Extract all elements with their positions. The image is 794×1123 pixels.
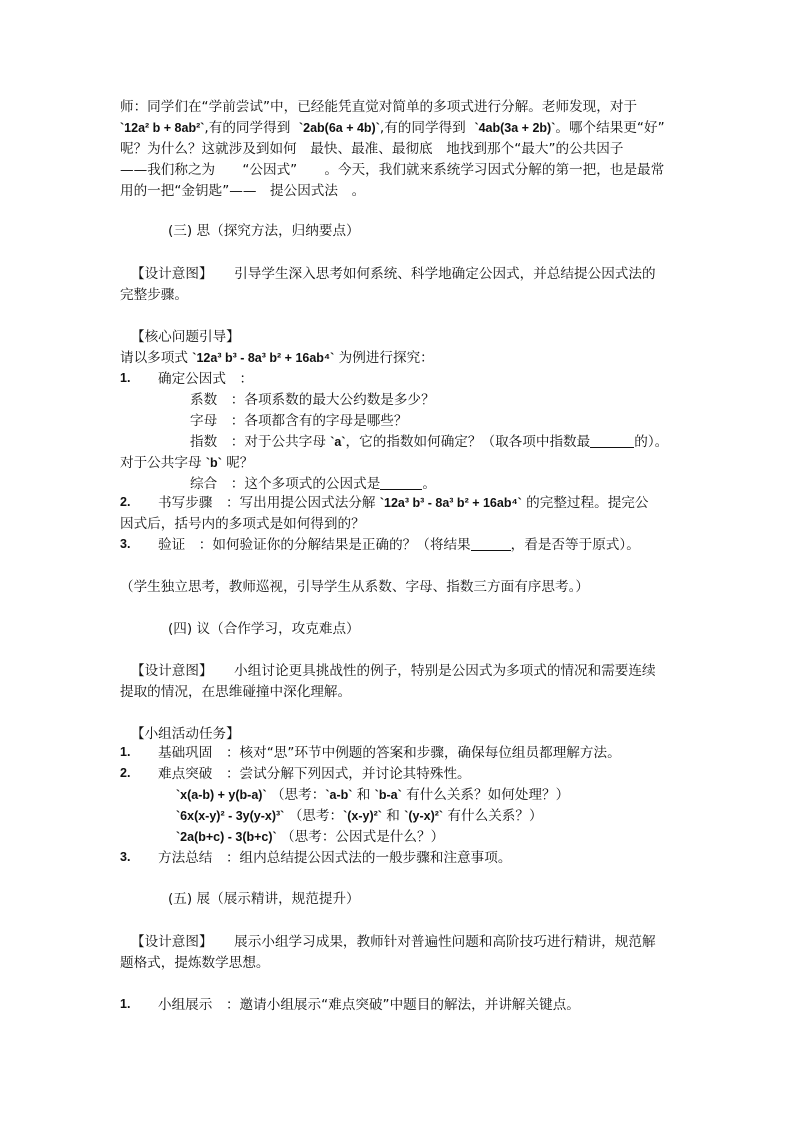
intro-line-3: 呢？为什么？这就涉及到如何 最快、最准、最彻底 地找到那个“最大”的公共因子	[120, 141, 624, 157]
section-4-heading: (四) 议（合作学习，攻克难点）	[168, 621, 360, 637]
section-3-note: （学生独立思考，教师巡视，引导学生从系数、字母、指数三方面有序思考。）	[120, 579, 589, 595]
item-1-number: 1.	[120, 371, 131, 385]
item-1-text: 确定公因式 ：	[158, 371, 254, 387]
sub-letter: 字母 ：各项都含有的字母是哪些？	[190, 413, 408, 429]
task-3-number: 3.	[120, 850, 131, 864]
show-1-text: 小组展示 ：邀请小组展示“难点突破”中题目的解法，并讲解关键点。	[158, 997, 580, 1013]
show-1-number: 1.	[120, 997, 131, 1011]
expr-2: `2ab(6a + 4b)`	[298, 121, 380, 135]
section-4-intent: 【设计意图】 小组讨论更具挑战性的例子，特别是公因式为多项式的情况和需要连续	[131, 663, 656, 679]
exercise-1: `x(a-b) + y(b-a)` （思考：`a-b` 和 `b-a` 有什么关系？如何处理？）	[176, 787, 570, 803]
intro-line-4: ——我们称之为 “公因式” 。今天，我们就来系统学习因式分解的第一把，也是最常	[120, 162, 665, 178]
sub-coefficient: 系数 ：各项系数的最大公约数是多少？	[190, 392, 435, 408]
task-1-number: 1.	[120, 745, 131, 759]
item-3-number: 3.	[120, 537, 131, 551]
item-3-text: 验证 ：如何验证你的分解结果是正确的？（将结果 ，看是否等于原式）。	[158, 537, 640, 553]
blank-verify[interactable]	[471, 536, 511, 551]
sub-exponent: 指数 ：对于公共字母 `a`，它的指数如何确定？（取各项中指数最 的）。	[190, 434, 669, 450]
section-5-intent-line-2: 题格式，提炼数学思想。	[120, 955, 270, 971]
explore-expr: `12a³ b³ - 8a³ b² + 16ab⁴`	[192, 351, 335, 365]
section-5-heading: (五) 展（展示精讲，规范提升）	[168, 891, 360, 907]
intro-line-2: `12a² b + 8ab²`,有的同学得到 `2ab(6a + 4b)`,有的同学得到 `4ab(3a + 2b)`。哪个结果更“好”	[120, 120, 665, 136]
group-task-title: 【小组活动任务】	[131, 726, 240, 742]
section-3-intent: 【设计意图】 引导学生深入思考如何系统、科学地确定公因式，并总结提公因式法的	[131, 266, 656, 282]
expr-1: `12a² b + 8ab²`	[120, 121, 205, 135]
item-2-line-2: 因式后，括号内的多项式是如何得到的？	[120, 516, 365, 532]
task-2-text: 难点突破 ：尝试分解下列因式，并讨论其特殊性。	[158, 766, 471, 782]
task-2-number: 2.	[120, 766, 131, 780]
blank-exponent[interactable]	[590, 433, 634, 448]
exercise-2: `6x(x-y)² - 3y(y-x)³` （思考：`(x-y)²` 和 `(y-x)²` 有什么关系？）	[176, 808, 543, 824]
sub-exponent-b: 对于公共字母 `b` 呢？	[120, 455, 254, 471]
expr-3: `4ab(3a + 2b)`	[474, 121, 556, 135]
sub-combined: 综合 ：这个多项式的公因式是 。	[190, 476, 436, 492]
intro-line-5: 用的一把“金钥匙”—— 提公因式法 。	[120, 183, 366, 199]
section-4-intent-line-2: 提取的情况，在思维碰撞中深化理解。	[120, 684, 352, 700]
core-question-title: 【核心问题引导】	[131, 329, 240, 345]
task-3-text: 方法总结 ：组内总结提公因式法的一般步骤和注意事项。	[158, 850, 512, 866]
section-3-heading: (三) 思（探究方法，归纳要点）	[168, 223, 360, 239]
blank-common-factor[interactable]	[380, 475, 422, 490]
section-3-intent-line-2: 完整步骤。	[120, 287, 188, 303]
intro-line-1: 师：同学们在“学前尝试”中，已经能凭直觉对简单的多项式进行分解。老师发现，对于	[120, 99, 638, 115]
item-2-number: 2.	[120, 495, 131, 509]
exercise-3: `2a(b+c) - 3(b+c)` （思考：公因式是什么？）	[176, 829, 445, 845]
task-1-text: 基础巩固 ：核对“思”环节中例题的答案和步骤，确保每位组员都理解方法。	[158, 745, 621, 761]
explore-line: 请以多项式 `12a³ b³ - 8a³ b² + 16ab⁴` 为例进行探究：	[120, 350, 434, 366]
section-5-intent: 【设计意图】 展示小组学习成果，教师针对普遍性问题和高阶技巧进行精讲，规范解	[131, 934, 656, 950]
item-2-text: 书写步骤 ：写出用提公因式法分解 `12a³ b³ - 8a³ b² + 16ab⁴` 的完整过程。提完公	[158, 495, 649, 511]
